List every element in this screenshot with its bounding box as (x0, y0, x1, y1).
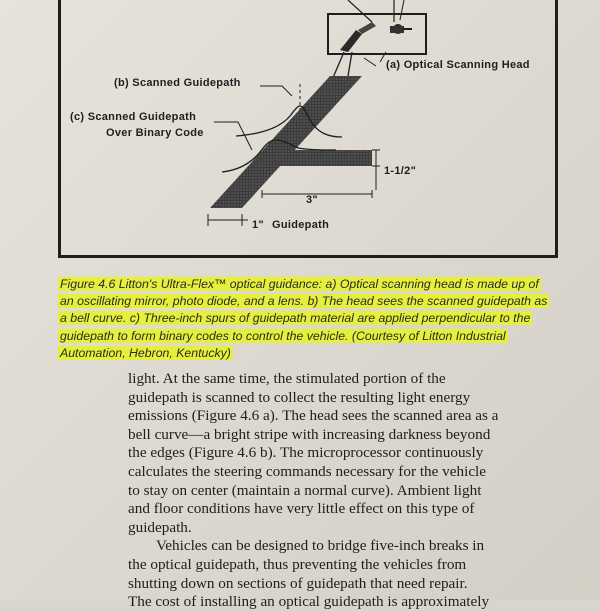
body-line: the edges (Figure 4.6 b). The microprocessor continuously (128, 444, 484, 462)
caption-line: Automation, Hebron, Kentucky) (60, 345, 231, 360)
caption-line: an oscillating mirror, photo diode, and a lens. b) The head sees the scanned guidepath as (60, 294, 548, 309)
body-line: The cost of installing an optical guidepath is approximately (128, 593, 490, 611)
body-line: to stay on center (maintain a normal curve). Ambient light (128, 481, 482, 499)
label-optical-scanning-head: (a) Optical Scanning Head (386, 59, 530, 71)
guidepath-stripe (210, 76, 372, 208)
label-scanned-guidepath: (b) Scanned Guidepath (114, 77, 241, 89)
body-paragraphs (128, 370, 528, 612)
label-guidepath-width: 1" (252, 219, 264, 231)
body-line: light. At the same time, the stimulated portion of the (128, 370, 446, 387)
body-line: and floor conditions have very little effect on this type of (128, 500, 475, 518)
caption-line: a bell curve. c) Three-inch spurs of guidepath material are applied perpendicular to the (60, 311, 531, 326)
caption-line: guidepath to form binary codes to control the vehicle. (Courtesy of Litton Industrial (60, 328, 506, 343)
label-binary-code-line2: Over Binary Code (106, 127, 204, 139)
label-binary-code-line1: (c) Scanned Guidepath (70, 111, 197, 123)
label-guidepath: Guidepath (272, 219, 330, 231)
body-line: guidepath is scanned to collect the resulting light energy (128, 388, 471, 406)
label-spur-length: 3" (306, 194, 318, 206)
body-line: bell curve—a bright stripe with increasing darkness beyond (128, 425, 491, 443)
label-spur-width: 1-1/2" (384, 165, 417, 177)
body-line: guidepath. (128, 518, 192, 536)
figure-caption (58, 276, 558, 362)
body-line: shutting down on sections of guidepath that need repair. (128, 574, 468, 592)
body-line: emissions (Figure 4.6 a). The head sees the scanned area as a (128, 407, 499, 425)
body-line: Vehicles can be designed to bridge five-inch breaks in (156, 537, 485, 555)
body-line: the optical guidepath, thus preventing the vehicles from (128, 555, 467, 573)
body-line: calculates the steering commands necessary for the vehicle (128, 462, 487, 480)
caption-line: Figure 4.6 Litton's Ultra-Flex™ optical guidance: a) Optical scanning head is made up of (60, 277, 539, 291)
